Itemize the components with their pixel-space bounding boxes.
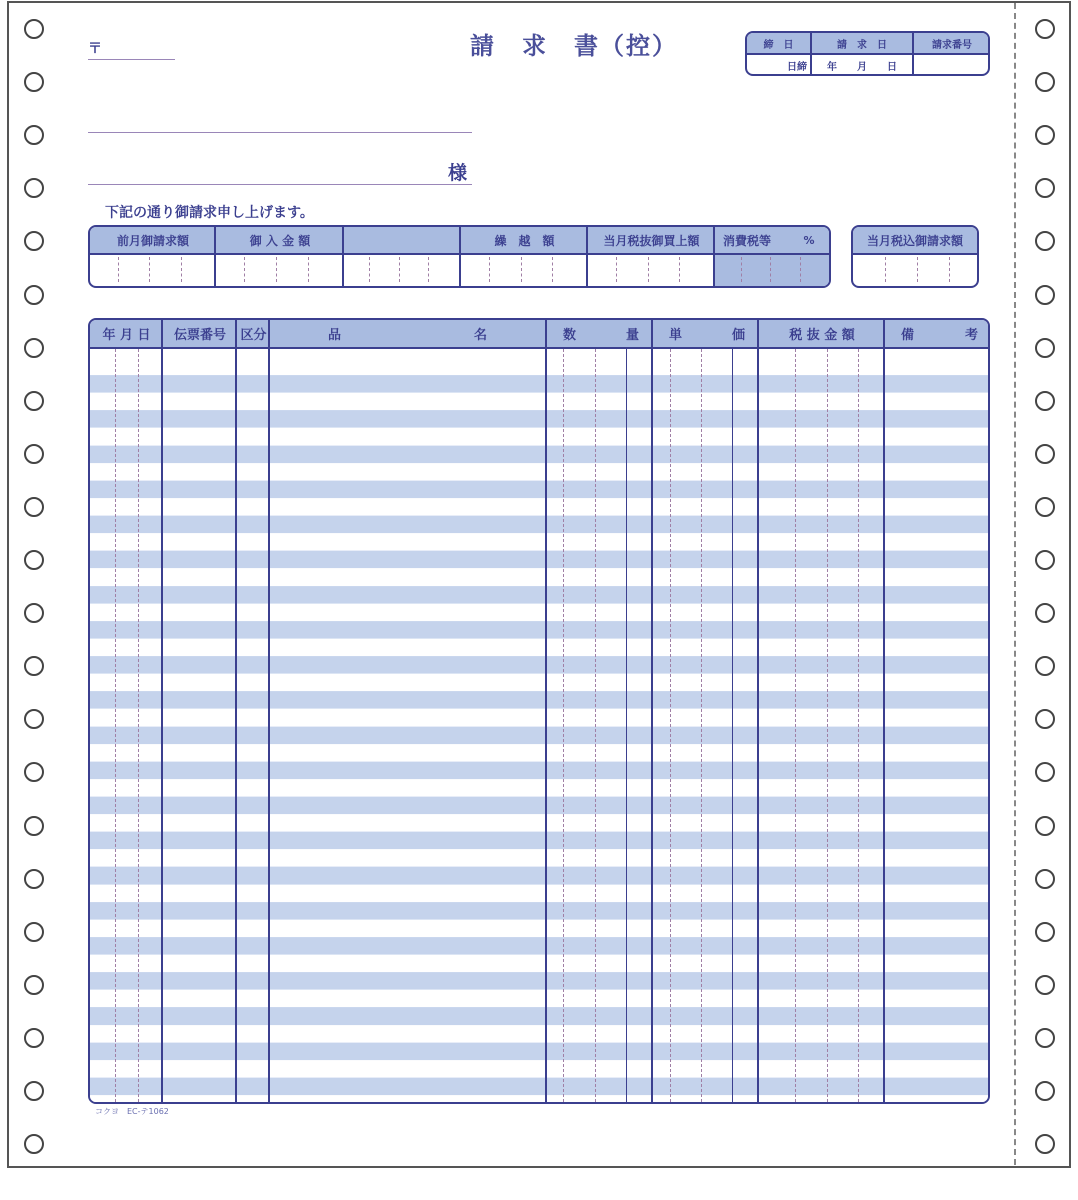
date-box bbox=[745, 31, 990, 76]
carried-over-value[interactable] bbox=[461, 255, 588, 286]
payment-received-header: 御 入 金 額 bbox=[249, 233, 311, 248]
invoice-number-header: 請求番号 bbox=[932, 39, 972, 51]
total-box bbox=[851, 225, 979, 288]
tractor-hole-icon bbox=[1035, 603, 1055, 623]
tractor-hole-icon bbox=[1035, 338, 1055, 358]
closing-day-header: 締 日 bbox=[763, 39, 794, 51]
digit-separator bbox=[800, 257, 801, 282]
digit-separator bbox=[118, 257, 119, 282]
digit-separator bbox=[701, 349, 702, 1102]
previous-balance-header: 前月御請求額 bbox=[116, 233, 189, 248]
honorific-sama: 様 bbox=[448, 162, 468, 184]
carried-over-header: 繰 越 額 bbox=[494, 233, 555, 248]
invoice-date-value[interactable]: 年 月 日 bbox=[827, 61, 897, 73]
digit-separator bbox=[369, 257, 370, 282]
tractor-hole-icon bbox=[24, 1028, 44, 1048]
tractor-hole-icon bbox=[24, 338, 44, 358]
digit-separator bbox=[138, 349, 139, 1102]
digit-separator bbox=[276, 257, 277, 282]
quantity-header-1: 数 bbox=[563, 328, 577, 343]
blank-column-header bbox=[344, 227, 461, 253]
tractor-hole-icon bbox=[24, 603, 44, 623]
perforation-line bbox=[1014, 3, 1016, 1165]
digit-separator bbox=[858, 349, 859, 1102]
tractor-hole-icon bbox=[1035, 497, 1055, 517]
tractor-hole-icon bbox=[24, 975, 44, 995]
intro-text: 下記の通り御請求申し上げます。 bbox=[105, 205, 314, 221]
table-body-rows[interactable] bbox=[90, 349, 988, 1102]
consumption-tax-header: 消費税等 bbox=[723, 233, 772, 248]
invoice-date-header: 請 求 日 bbox=[837, 39, 887, 51]
previous-balance-value[interactable] bbox=[90, 255, 216, 286]
digit-separator bbox=[181, 257, 182, 282]
digit-separator bbox=[115, 349, 116, 1102]
digit-separator bbox=[428, 257, 429, 282]
remarks-header-2: 考 bbox=[964, 328, 978, 343]
payment-received-value[interactable] bbox=[216, 255, 344, 286]
unit-price-header-2: 価 bbox=[731, 328, 745, 343]
tractor-hole-icon bbox=[1035, 72, 1055, 92]
tractor-hole-icon bbox=[24, 72, 44, 92]
column-divider bbox=[161, 320, 163, 1102]
line-items-table bbox=[88, 318, 990, 1104]
digit-separator bbox=[308, 257, 309, 282]
customer-name-line[interactable] bbox=[88, 184, 472, 185]
digit-separator bbox=[670, 349, 671, 1102]
form-code: コクヨ EC-テ1062 bbox=[95, 1107, 169, 1116]
tractor-hole-icon bbox=[1035, 1134, 1055, 1154]
tractor-hole-icon bbox=[24, 550, 44, 570]
digit-separator bbox=[552, 257, 553, 282]
invoice-number-value[interactable] bbox=[914, 55, 990, 75]
column-divider bbox=[545, 320, 547, 1102]
digit-separator bbox=[595, 349, 596, 1102]
digit-separator bbox=[244, 257, 245, 282]
column-divider bbox=[757, 320, 759, 1102]
unit-separator bbox=[626, 349, 627, 1102]
consumption-tax-value[interactable] bbox=[715, 255, 831, 286]
tractor-hole-icon bbox=[24, 285, 44, 305]
digit-separator bbox=[149, 257, 150, 282]
tractor-hole-icon bbox=[1035, 550, 1055, 570]
tractor-hole-icon bbox=[1035, 869, 1055, 889]
total-with-tax-value[interactable] bbox=[853, 255, 977, 286]
item-name-header-2: 名 bbox=[473, 328, 487, 343]
tractor-hole-icon bbox=[24, 444, 44, 464]
digit-separator bbox=[489, 257, 490, 282]
tractor-hole-icon bbox=[24, 497, 44, 517]
tractor-hole-icon bbox=[1035, 391, 1055, 411]
tractor-hole-icon bbox=[24, 19, 44, 39]
tractor-hole-icon bbox=[1035, 1081, 1055, 1101]
tractor-hole-icon bbox=[1035, 19, 1055, 39]
tractor-hole-icon bbox=[24, 869, 44, 889]
date-header: 年 月 日 bbox=[102, 328, 151, 343]
tractor-hole-icon bbox=[1035, 816, 1055, 836]
sales-excl-tax-header: 当月税抜御買上額 bbox=[603, 233, 700, 248]
tractor-hole-icon bbox=[24, 1081, 44, 1101]
postal-code-line[interactable] bbox=[88, 59, 175, 60]
column-divider bbox=[883, 320, 885, 1102]
tax-percent-label: % bbox=[803, 233, 815, 247]
address-line[interactable] bbox=[88, 132, 472, 133]
digit-separator bbox=[827, 349, 828, 1102]
item-name-header-1: 品 bbox=[328, 328, 342, 343]
remarks-header-1: 備 bbox=[901, 328, 915, 343]
tractor-hole-icon bbox=[1035, 444, 1055, 464]
digit-separator bbox=[795, 349, 796, 1102]
digit-separator bbox=[679, 257, 680, 282]
digit-separator bbox=[741, 257, 742, 282]
closing-day-value[interactable]: 日締 bbox=[787, 61, 807, 73]
tractor-hole-icon bbox=[1035, 922, 1055, 942]
column-divider bbox=[268, 320, 270, 1102]
unit-price-header-1: 単 bbox=[669, 328, 683, 343]
amount-excl-tax-header: 税 抜 金 額 bbox=[789, 328, 855, 343]
sales-excl-tax-value[interactable] bbox=[588, 255, 715, 286]
page-title: 請 求 書（控） bbox=[470, 32, 678, 60]
digit-separator bbox=[648, 257, 649, 282]
tractor-hole-icon bbox=[24, 922, 44, 942]
digit-separator bbox=[616, 257, 617, 282]
tractor-hole-icon bbox=[1035, 975, 1055, 995]
tractor-hole-icon bbox=[24, 391, 44, 411]
blank-column-value[interactable] bbox=[344, 255, 461, 286]
digit-separator bbox=[563, 349, 564, 1102]
column-divider bbox=[651, 320, 653, 1102]
digit-separator bbox=[521, 257, 522, 282]
digit-separator bbox=[399, 257, 400, 282]
quantity-header-2: 量 bbox=[625, 328, 639, 343]
unit-separator bbox=[732, 349, 733, 1102]
tractor-hole-icon bbox=[24, 1134, 44, 1154]
tractor-hole-icon bbox=[24, 816, 44, 836]
category-header: 区分 bbox=[240, 328, 267, 343]
digit-separator bbox=[770, 257, 771, 282]
total-with-tax-header: 当月税込御請求額 bbox=[866, 233, 963, 248]
summary-box bbox=[88, 225, 831, 288]
column-divider bbox=[235, 320, 237, 1102]
slip-number-header: 伝票番号 bbox=[173, 328, 226, 343]
postal-mark: 〒 bbox=[88, 41, 102, 57]
tractor-hole-icon bbox=[1035, 285, 1055, 305]
tractor-hole-icon bbox=[1035, 1028, 1055, 1048]
